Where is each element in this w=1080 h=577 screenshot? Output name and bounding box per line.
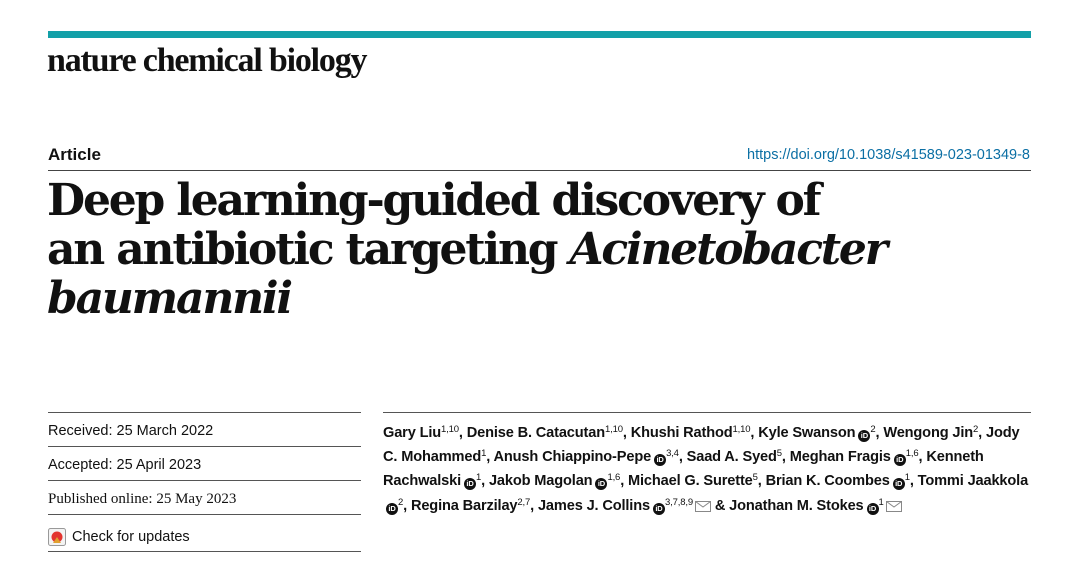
author[interactable] [628,473,758,489]
author[interactable] [631,425,751,441]
published-date [48,480,361,514]
title-species-genus: Acinetobacter [569,224,886,275]
header-divider [48,170,1031,171]
author-name[interactable]: Regina Barzilay [410,497,518,514]
published-text: Published online: 25 May 2023 [48,491,237,507]
author-separator: & [710,497,730,514]
author-list [383,421,1031,518]
author-name[interactable]: Saad A. Syed [686,449,777,466]
author-separator: , [530,497,538,514]
author-name[interactable]: Kenneth Rachwalski [383,449,984,490]
author[interactable] [758,425,875,441]
author-separator: , [486,449,494,466]
doi-link[interactable]: https://doi.org/10.1038/s41589-023-01349-8 [747,147,1030,163]
author-name[interactable]: Denise B. Catacutan [466,425,605,441]
author[interactable] [790,449,919,465]
author-separator: , [875,425,884,441]
author-separator: , [750,425,759,441]
author-name[interactable]: Anush Chiappino-Pepe [493,449,652,466]
author-name[interactable]: Khushi Rathod [630,425,733,441]
author-affiliation: 2 [398,496,404,508]
author-affiliation: 2,7 [517,496,531,508]
check-updates-button[interactable] [48,514,361,552]
author-separator: , [481,473,489,490]
author-separator: , [458,425,467,441]
orcid-icon[interactable]: iD [867,503,879,515]
author[interactable] [538,498,711,514]
author-affiliation: 2 [973,424,979,435]
author-separator: , [781,449,790,466]
author-name[interactable]: Jakob Magolan [488,473,593,490]
title-line-2: an antibiotic targeting [47,224,570,275]
author-affiliation: 1,10 [732,424,751,435]
author-name[interactable]: Wengong Jin [883,425,974,441]
author[interactable] [883,425,978,441]
author-separator: , [403,497,411,514]
author-name[interactable]: Kyle Swanson [758,425,856,441]
author-separator: , [909,473,918,490]
author-name[interactable]: Gary Liu [383,425,442,441]
journal-accent-bar [48,31,1031,38]
author-list-section [383,412,1031,518]
author-affiliation: 1,10 [441,424,459,435]
author-name[interactable]: Brian K. Coombes [765,473,890,490]
author[interactable] [729,498,902,514]
orcid-icon[interactable]: iD [894,454,906,466]
author-name[interactable]: James J. Collins [537,497,650,514]
author-separator: , [918,449,927,466]
author-affiliation: 1 [878,496,884,508]
author-separator: , [678,449,687,466]
journal-name[interactable]: nature chemical biology [47,42,367,79]
author[interactable] [687,449,782,465]
author-name[interactable]: Michael G. Surette [628,473,753,490]
accepted-text: Accepted: 25 April 2023 [48,457,202,473]
author-name[interactable]: Jonathan M. Stokes [729,497,864,514]
article-dates [48,412,361,552]
author-separator: , [757,473,766,490]
author-affiliation: 1,6 [607,472,621,484]
received-date [48,412,361,446]
article-type: Article [48,145,101,164]
envelope-icon[interactable] [886,501,902,512]
title-line-1: Deep learning-guided discovery of [47,175,820,226]
author-affiliation: 1,6 [905,448,919,460]
author-name[interactable]: Meghan Fragis [789,449,891,466]
author-affiliation: 1,10 [604,424,623,435]
author-affiliation: 1 [476,472,482,484]
author-affiliation: 5 [776,448,782,460]
orcid-icon[interactable]: iD [893,478,905,490]
author-separator: , [620,473,629,490]
author-separator: , [978,425,986,441]
author-affiliation: 5 [752,472,758,484]
author[interactable] [766,473,910,489]
author[interactable] [494,449,679,465]
orcid-icon[interactable]: iD [386,503,398,515]
article-title [47,176,1027,323]
orcid-icon[interactable]: iD [654,454,666,466]
author-affiliation: 1 [904,472,910,484]
orcid-icon[interactable]: iD [595,478,607,490]
received-text: Received: 25 March 2022 [48,423,214,439]
author[interactable] [489,473,620,489]
author[interactable] [383,425,459,441]
author-separator: , [622,425,631,441]
title-species-name: baumannii [47,273,291,324]
orcid-icon[interactable]: iD [464,478,476,490]
author[interactable] [467,425,623,441]
author-name[interactable]: Jody C. Mohammed [383,425,1020,466]
author[interactable] [411,498,530,514]
author-affiliation: 3,7,8,9 [664,496,693,508]
check-updates-label: Check for updates [72,529,190,545]
author-affiliation: 3,4 [666,448,679,460]
author-name[interactable]: Tommi Jaakkola [917,473,1029,490]
envelope-icon[interactable] [695,501,711,512]
check-updates-icon [48,528,66,546]
author-affiliation: 1 [481,448,487,460]
orcid-icon[interactable]: iD [653,503,665,515]
author-affiliation: 2 [870,424,876,435]
accepted-date [48,446,361,480]
orcid-icon[interactable]: iD [858,430,870,442]
